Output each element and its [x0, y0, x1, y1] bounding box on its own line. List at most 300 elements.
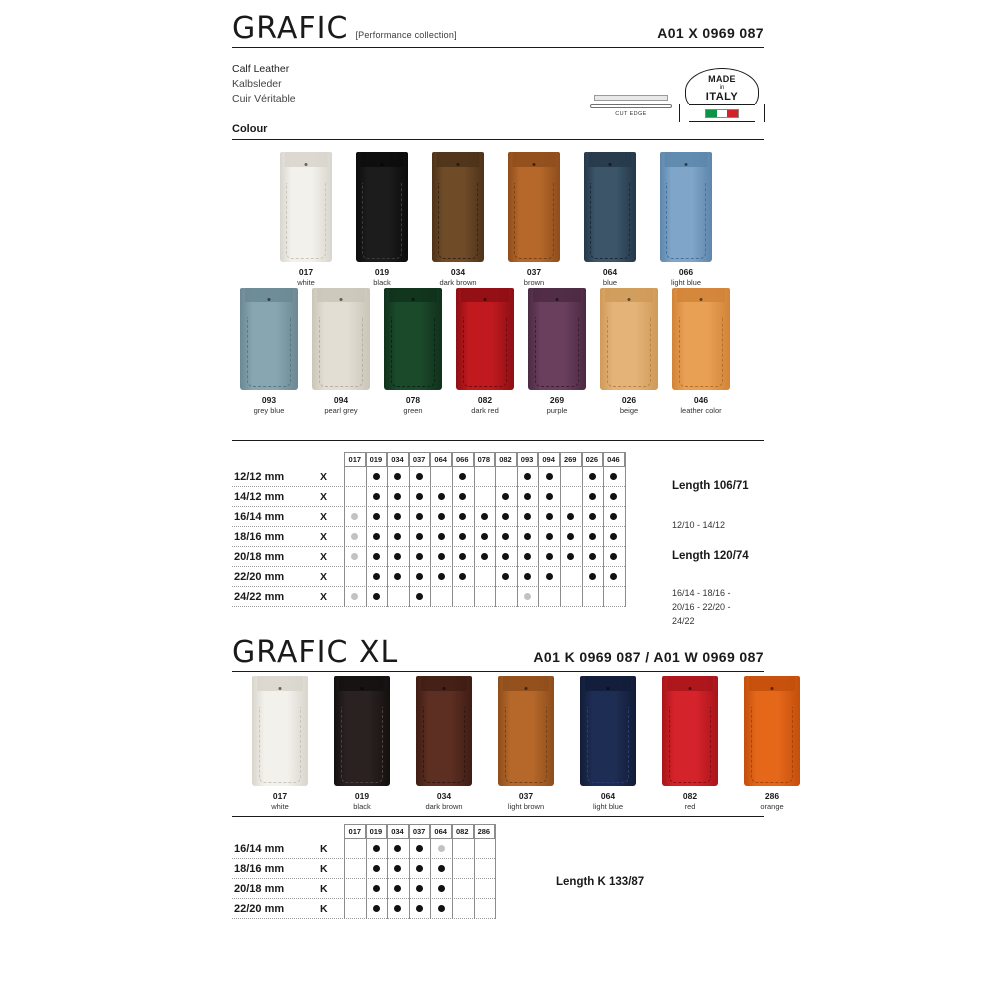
column-header: 026: [582, 452, 604, 467]
availability-dot: [546, 533, 553, 540]
colour-swatch[interactable]: [662, 676, 718, 811]
availability-cell: [474, 547, 496, 567]
availability-cell: [430, 567, 452, 587]
grafic-xl-table-divider: [232, 816, 764, 817]
strap-image: [580, 676, 636, 786]
availability-cell: [538, 487, 560, 507]
availability-cell: [344, 527, 366, 547]
availability-cell: [603, 567, 625, 587]
availability-cell: [452, 587, 474, 607]
colour-swatch[interactable]: [528, 288, 586, 415]
availability-cell: [603, 547, 625, 567]
length-note: Length 120/74: [672, 550, 749, 562]
availability-cell: [582, 547, 604, 567]
row-key-label: K: [320, 862, 328, 875]
colour-swatch[interactable]: [416, 676, 472, 811]
swatch-code: 017: [272, 791, 288, 801]
swatch-code: 093: [261, 395, 277, 405]
row-key-label: K: [320, 882, 328, 895]
grid-line: [409, 824, 410, 919]
availability-cell: [474, 567, 496, 587]
material-line-en: Calf Leather: [232, 63, 290, 75]
availability-cell: [538, 547, 560, 567]
swatch-code: 034: [450, 267, 466, 277]
availability-cell: [366, 567, 388, 587]
availability-dot: [546, 493, 553, 500]
strap-image: [660, 152, 712, 262]
swatch-code: 037: [518, 791, 534, 801]
availability-cell: [409, 527, 431, 547]
availability-cell: [366, 487, 388, 507]
availability-cell: [366, 899, 388, 919]
swatch-code: 082: [477, 395, 493, 405]
availability-cell: [452, 839, 474, 859]
column-header: 017: [344, 452, 366, 467]
colour-swatch[interactable]: [508, 152, 560, 287]
strap-image: [662, 676, 718, 786]
colour-swatch[interactable]: [600, 288, 658, 415]
availability-cell: [387, 547, 409, 567]
availability-dot: [373, 493, 380, 500]
availability-cell: [452, 487, 474, 507]
availability-dot: [524, 593, 531, 600]
page-title: GRAFIC: [232, 11, 349, 46]
cut-edge-graphic: [588, 95, 674, 117]
availability-dot: [567, 533, 574, 540]
availability-cell: [409, 859, 431, 879]
column-header: 017: [344, 824, 366, 839]
availability-cell: [430, 547, 452, 567]
column-header: 019: [366, 824, 388, 839]
row-size-label: 20/18 mm: [234, 550, 285, 563]
availability-dot: [394, 885, 401, 892]
availability-cell: [474, 839, 496, 859]
availability-dot: [438, 513, 445, 520]
availability-dot: [524, 493, 531, 500]
grafic-xl-divider: [232, 671, 764, 672]
availability-cell: [560, 567, 582, 587]
colour-swatch[interactable]: [334, 676, 390, 811]
swatch-name: light blue: [592, 802, 624, 811]
row-size-label: 18/16 mm: [234, 862, 285, 875]
grid-line: [387, 452, 388, 607]
swatch-code: 026: [621, 395, 637, 405]
availability-dot: [589, 493, 596, 500]
availability-cell: [538, 587, 560, 607]
availability-dot: [416, 473, 423, 480]
availability-cell: [409, 839, 431, 859]
availability-cell: [430, 839, 452, 859]
header-divider: [232, 47, 764, 48]
column-header: 037: [409, 824, 431, 839]
grafic-colour-row-1: [280, 152, 712, 287]
availability-cell: [517, 587, 539, 607]
availability-dot: [416, 885, 423, 892]
availability-dot: [416, 513, 423, 520]
table-row: [232, 507, 625, 527]
availability-dot: [394, 533, 401, 540]
badge-in-label: in: [719, 85, 725, 91]
availability-dot: [373, 905, 380, 912]
table-row: [232, 547, 625, 567]
availability-dot: [502, 533, 509, 540]
row-size-label: 18/16 mm: [234, 530, 285, 543]
availability-dot: [502, 513, 509, 520]
availability-cell: [409, 547, 431, 567]
availability-dot: [394, 865, 401, 872]
availability-cell: [366, 859, 388, 879]
availability-cell: [409, 507, 431, 527]
availability-cell: [452, 899, 474, 919]
grid-line: [344, 452, 345, 607]
availability-dot: [394, 845, 401, 852]
grid-line: [387, 824, 388, 919]
row-key-label: X: [320, 510, 328, 523]
availability-cell: [495, 547, 517, 567]
swatch-code: 037: [526, 267, 542, 277]
swatch-code: 064: [600, 791, 616, 801]
availability-dot: [502, 493, 509, 500]
row-key-label: X: [320, 550, 328, 563]
availability-cell: [560, 547, 582, 567]
availability-cell: [495, 567, 517, 587]
row-size-label: 22/20 mm: [234, 902, 285, 915]
availability-cell: [387, 899, 409, 919]
row-key-label: X: [320, 570, 328, 583]
availability-cell: [387, 859, 409, 879]
swatch-code: 019: [374, 267, 390, 277]
availability-cell: [474, 507, 496, 527]
availability-cell: [344, 879, 366, 899]
availability-dot: [546, 553, 553, 560]
swatch-name: light blue: [670, 278, 702, 287]
page-subtitle: [Performance collection]: [355, 30, 457, 40]
availability-cell: [495, 587, 517, 607]
availability-cell: [474, 487, 496, 507]
availability-cell: [409, 567, 431, 587]
availability-dot: [502, 573, 509, 580]
colour-swatch[interactable]: [432, 152, 484, 287]
strap-image: [508, 152, 560, 262]
colour-swatch[interactable]: [660, 152, 712, 287]
colour-swatch[interactable]: [672, 288, 730, 415]
row-key-label: X: [320, 490, 328, 503]
availability-dot: [373, 593, 380, 600]
availability-cell: [517, 507, 539, 527]
swatch-code: 078: [405, 395, 421, 405]
availability-dot: [610, 513, 617, 520]
availability-cell: [452, 859, 474, 879]
availability-cell: [430, 899, 452, 919]
swatch-name: beige: [619, 406, 639, 415]
availability-cell: [560, 487, 582, 507]
availability-dot: [351, 513, 358, 520]
colour-swatch[interactable]: [240, 288, 298, 415]
colour-swatch[interactable]: [498, 676, 554, 811]
page-header: [232, 11, 764, 48]
swatch-code: 019: [354, 791, 370, 801]
availability-dot: [373, 573, 380, 580]
availability-dot: [416, 533, 423, 540]
availability-dot: [394, 573, 401, 580]
grafic-xl-code: A01 K 0969 087 / A01 W 0969 087: [533, 649, 764, 665]
row-key-label: X: [320, 470, 328, 483]
table-row: [232, 879, 495, 899]
column-header: 064: [430, 452, 452, 467]
length-note: Length 106/71: [672, 480, 749, 492]
availability-dot: [438, 865, 445, 872]
availability-dot: [416, 593, 423, 600]
availability-cell: [344, 567, 366, 587]
availability-cell: [430, 467, 452, 487]
grid-line: [495, 452, 496, 607]
availability-cell: [474, 527, 496, 547]
availability-cell: [344, 587, 366, 607]
colour-swatch[interactable]: [356, 152, 408, 287]
strap-image: [432, 152, 484, 262]
availability-cell: [560, 467, 582, 487]
availability-dot: [394, 473, 401, 480]
table-row: [232, 567, 625, 587]
grid-line: [560, 452, 561, 607]
cut-edge-icon: [590, 95, 672, 108]
availability-dot: [610, 553, 617, 560]
column-header: 094: [538, 452, 560, 467]
availability-dot: [373, 473, 380, 480]
length-note: 24/22: [672, 616, 695, 626]
availability-dot: [459, 473, 466, 480]
swatch-name: light brown: [507, 802, 545, 811]
availability-cell: [517, 547, 539, 567]
grid-line: [430, 452, 431, 607]
availability-cell: [409, 899, 431, 919]
strap-image: [498, 676, 554, 786]
swatch-name: blue: [602, 278, 618, 287]
colour-swatch[interactable]: [312, 288, 370, 415]
availability-cell: [538, 567, 560, 587]
availability-dot: [438, 885, 445, 892]
swatch-name: red: [684, 802, 696, 811]
availability-dot: [416, 573, 423, 580]
availability-cell: [603, 467, 625, 487]
grid-line: [366, 824, 367, 919]
availability-dot: [351, 553, 358, 560]
swatch-code: 034: [436, 791, 452, 801]
colour-swatch[interactable]: [252, 676, 308, 811]
availability-cell: [560, 507, 582, 527]
availability-cell: [387, 527, 409, 547]
strap-image: [584, 152, 636, 262]
availability-cell: [366, 527, 388, 547]
availability-dot: [546, 573, 553, 580]
swatch-name: dark brown: [439, 278, 477, 287]
availability-dot: [438, 905, 445, 912]
availability-dot: [373, 885, 380, 892]
column-header: 064: [430, 824, 452, 839]
swatch-code: 082: [682, 791, 698, 801]
availability-dot: [373, 845, 380, 852]
row-size-label: 20/18 mm: [234, 882, 285, 895]
badge-made-label: MADE: [708, 74, 736, 84]
grid-line: [452, 824, 453, 919]
availability-cell: [474, 859, 496, 879]
availability-cell: [538, 467, 560, 487]
availability-dot: [394, 493, 401, 500]
availability-dot: [610, 493, 617, 500]
strap-image: [356, 152, 408, 262]
column-header: 019: [366, 452, 388, 467]
swatch-code: 286: [764, 791, 780, 801]
availability-dot: [524, 473, 531, 480]
column-header: 082: [495, 452, 517, 467]
availability-cell: [452, 467, 474, 487]
availability-cell: [582, 527, 604, 547]
availability-cell: [452, 527, 474, 547]
colour-swatch[interactable]: [456, 288, 514, 415]
colour-swatch[interactable]: [384, 288, 442, 415]
swatch-name: pearl grey: [324, 406, 358, 415]
swatch-code: 017: [298, 267, 314, 277]
availability-dot: [524, 553, 531, 560]
availability-cell: [344, 547, 366, 567]
strap-image: [312, 288, 370, 390]
colour-swatch[interactable]: [744, 676, 800, 811]
availability-cell: [387, 567, 409, 587]
grid-line: [366, 452, 367, 607]
colour-swatch[interactable]: [580, 676, 636, 811]
row-size-label: 22/20 mm: [234, 570, 285, 583]
grid-line: [474, 452, 475, 607]
grid-line: [474, 824, 475, 919]
availability-cell: [603, 527, 625, 547]
row-size-label: 14/12 mm: [234, 490, 285, 503]
availability-cell: [495, 527, 517, 547]
availability-cell: [366, 839, 388, 859]
strap-image: [744, 676, 800, 786]
length-note: 12/10 - 14/12: [672, 520, 726, 530]
length-note: 16/14 - 18/16 -: [672, 588, 731, 598]
availability-dot: [610, 573, 617, 580]
availability-dot: [373, 513, 380, 520]
availability-dot: [459, 573, 466, 580]
swatch-name: black: [373, 278, 391, 287]
row-key-label: K: [320, 902, 328, 915]
availability-cell: [517, 487, 539, 507]
made-in-italy-badge: [679, 68, 765, 128]
row-key-label: X: [320, 530, 328, 543]
availability-dot: [610, 473, 617, 480]
availability-cell: [538, 507, 560, 527]
availability-dot: [351, 533, 358, 540]
availability-dot: [459, 513, 466, 520]
table-row: [232, 899, 495, 919]
grafic-xl-title: GRAFIC XL: [232, 635, 399, 670]
availability-cell: [495, 507, 517, 527]
column-header: 269: [560, 452, 582, 467]
strap-image: [456, 288, 514, 390]
availability-cell: [474, 587, 496, 607]
material-line-de: Kalbsleder: [232, 78, 282, 90]
availability-dot: [416, 553, 423, 560]
availability-cell: [430, 587, 452, 607]
availability-dot: [567, 553, 574, 560]
availability-cell: [603, 587, 625, 607]
availability-dot: [416, 845, 423, 852]
cut-edge-label: CUT EDGE: [615, 111, 647, 117]
availability-cell: [344, 859, 366, 879]
strap-image: [334, 676, 390, 786]
column-header: 093: [517, 452, 539, 467]
availability-cell: [344, 467, 366, 487]
colour-swatch[interactable]: [280, 152, 332, 287]
availability-cell: [387, 507, 409, 527]
grid-line: [452, 452, 453, 607]
grafic-xl-length-note: Length K 133/87: [556, 876, 645, 888]
row-key-label: K: [320, 842, 328, 855]
availability-dot: [438, 845, 445, 852]
column-header: 082: [452, 824, 474, 839]
availability-cell: [517, 467, 539, 487]
availability-dot: [524, 533, 531, 540]
availability-cell: [409, 487, 431, 507]
strap-image: [672, 288, 730, 390]
availability-cell: [366, 467, 388, 487]
availability-cell: [387, 839, 409, 859]
availability-cell: [582, 507, 604, 527]
availability-dot: [416, 865, 423, 872]
colour-swatch[interactable]: [584, 152, 636, 287]
availability-cell: [430, 879, 452, 899]
availability-cell: [366, 587, 388, 607]
availability-cell: [452, 567, 474, 587]
availability-cell: [474, 879, 496, 899]
swatch-name: white: [297, 278, 315, 287]
row-key-label: X: [320, 590, 328, 603]
row-size-label: 16/14 mm: [234, 510, 285, 523]
length-note: 20/16 - 22/20 -: [672, 602, 731, 612]
availability-cell: [495, 467, 517, 487]
availability-cell: [430, 507, 452, 527]
availability-dot: [481, 553, 488, 560]
material-names: [232, 62, 296, 107]
availability-cell: [344, 487, 366, 507]
availability-dot: [394, 905, 401, 912]
availability-cell: [560, 587, 582, 607]
column-header: 066: [452, 452, 474, 467]
availability-cell: [366, 547, 388, 567]
availability-cell: [474, 899, 496, 919]
product-code: A01 X 0969 087: [657, 25, 764, 41]
availability-dot: [351, 593, 358, 600]
row-size-label: 12/12 mm: [234, 470, 285, 483]
strap-image: [600, 288, 658, 390]
table-row: [232, 839, 495, 859]
grafic-colour-row-2: [240, 288, 730, 415]
material-line-fr: Cuir Véritable: [232, 93, 296, 105]
grafic-table-divider: [232, 440, 764, 441]
availability-cell: [452, 507, 474, 527]
strap-image: [528, 288, 586, 390]
availability-dot: [416, 905, 423, 912]
availability-cell: [387, 467, 409, 487]
availability-dot: [459, 493, 466, 500]
grid-line: [517, 452, 518, 607]
table-header-row: [344, 824, 495, 839]
availability-cell: [344, 507, 366, 527]
table-header-row: [344, 452, 625, 467]
strap-image: [280, 152, 332, 262]
swatch-code: 269: [549, 395, 565, 405]
